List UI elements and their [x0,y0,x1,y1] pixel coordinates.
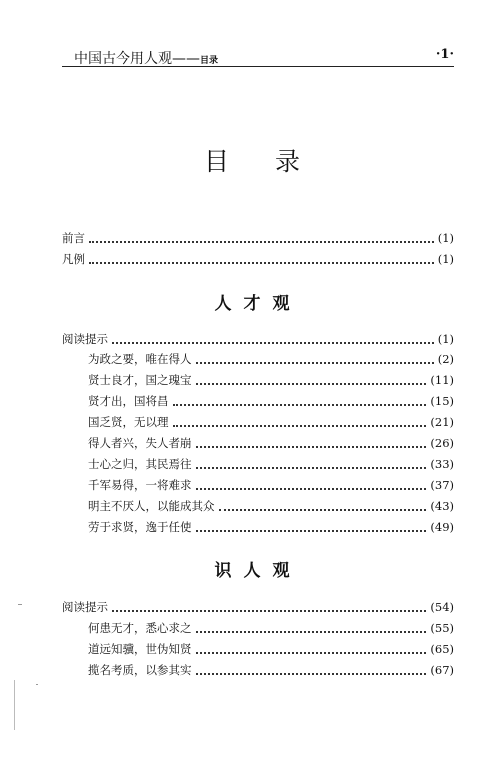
book-title-text: 中国古今用人观—— [74,51,200,67]
toc-entry-conventions[interactable] [62,250,454,268]
toc-entry-label: 阅读提示 [62,332,108,346]
dot-leader [112,341,434,344]
toc-entry[interactable] [88,619,454,637]
toc-entry[interactable] [88,518,454,536]
toc-entry-page: (2) [437,352,454,366]
header-book-title [74,48,218,68]
dot-leader [196,529,427,532]
toc-entry-page: (54) [430,600,454,614]
toc-entry[interactable] [88,640,454,658]
section-heading-talent: 人才观 [214,294,302,314]
scan-margin-line [14,680,15,730]
dot-leader [173,403,427,406]
toc-entry-label: 劳于求贤，逸于任使 [88,520,192,534]
toc-entry[interactable] [88,371,454,389]
scan-speck [36,684,38,685]
dot-leader [196,382,427,385]
toc-entry-label: 士心之归，其民焉往 [88,457,192,471]
toc-entry-page: (55) [430,621,454,635]
toc-entry-label: 揽名考质，以参其实 [88,663,192,677]
page-title: 目录 [203,147,346,176]
toc-entry[interactable] [88,392,454,410]
toc-entry-label: 阅读提示 [62,600,108,614]
section-heading-judging: 识人观 [214,561,302,581]
toc-entry-page: (1) [437,252,454,266]
toc-entry[interactable] [88,413,454,431]
toc-entry-page: (43) [430,499,454,513]
page-number: ·1· [435,47,454,62]
toc-entry-page: (65) [430,642,454,656]
toc-entry[interactable] [62,330,454,348]
toc-entry[interactable] [88,661,454,679]
dot-leader [89,240,434,243]
toc-entry[interactable] [88,476,454,494]
toc-entry-label: 贤才出，国将昌 [88,394,169,408]
toc-entry-page: (67) [430,663,454,677]
toc-entry-label: 国乏贤，无以理 [88,415,169,429]
dot-leader [196,630,427,633]
toc-entry[interactable] [88,434,454,452]
running-header [62,44,454,67]
toc-entry-page: (33) [430,457,454,471]
toc-entry-label: 凡例 [62,252,85,266]
toc-entry-label: 何患无才，悉心求之 [88,621,192,635]
toc-entry-page: (21) [430,415,454,429]
dot-leader [112,609,426,612]
toc-entry-page: (15) [430,394,454,408]
toc-entry[interactable] [88,455,454,473]
dot-leader [196,361,434,364]
dot-leader [219,508,427,511]
toc-entry[interactable] [88,350,454,368]
toc-entry-label: 明主不厌人，以能成其众 [88,499,215,513]
toc-entry-page: (37) [430,478,454,492]
dot-leader [173,424,427,427]
toc-entry-label: 道远知骥，世伪知贤 [88,642,192,656]
dot-leader [89,261,434,264]
dot-leader [196,445,427,448]
dot-leader [196,672,427,675]
scan-speck [18,604,22,605]
dot-leader [196,466,427,469]
toc-entry[interactable] [88,497,454,515]
toc-entry-page: (26) [430,436,454,450]
header-section-label: 目录 [200,56,219,66]
toc-entry-label: 千军易得，一将难求 [88,478,192,492]
toc-entry-page: (11) [430,373,454,387]
dot-leader [196,651,427,654]
toc-entry-page: (1) [437,332,454,346]
toc-entry-label: 得人者兴，失人者崩 [88,436,192,450]
toc-entry-label: 贤士良才，国之瑰宝 [88,373,192,387]
toc-entry-preface[interactable] [62,229,454,247]
dot-leader [196,487,427,490]
toc-entry[interactable] [62,598,454,616]
toc-entry-page: (49) [430,520,454,534]
toc-entry-label: 前言 [62,231,85,245]
toc-entry-label: 为政之要，唯在得人 [88,352,192,366]
toc-entry-page: (1) [437,231,454,245]
